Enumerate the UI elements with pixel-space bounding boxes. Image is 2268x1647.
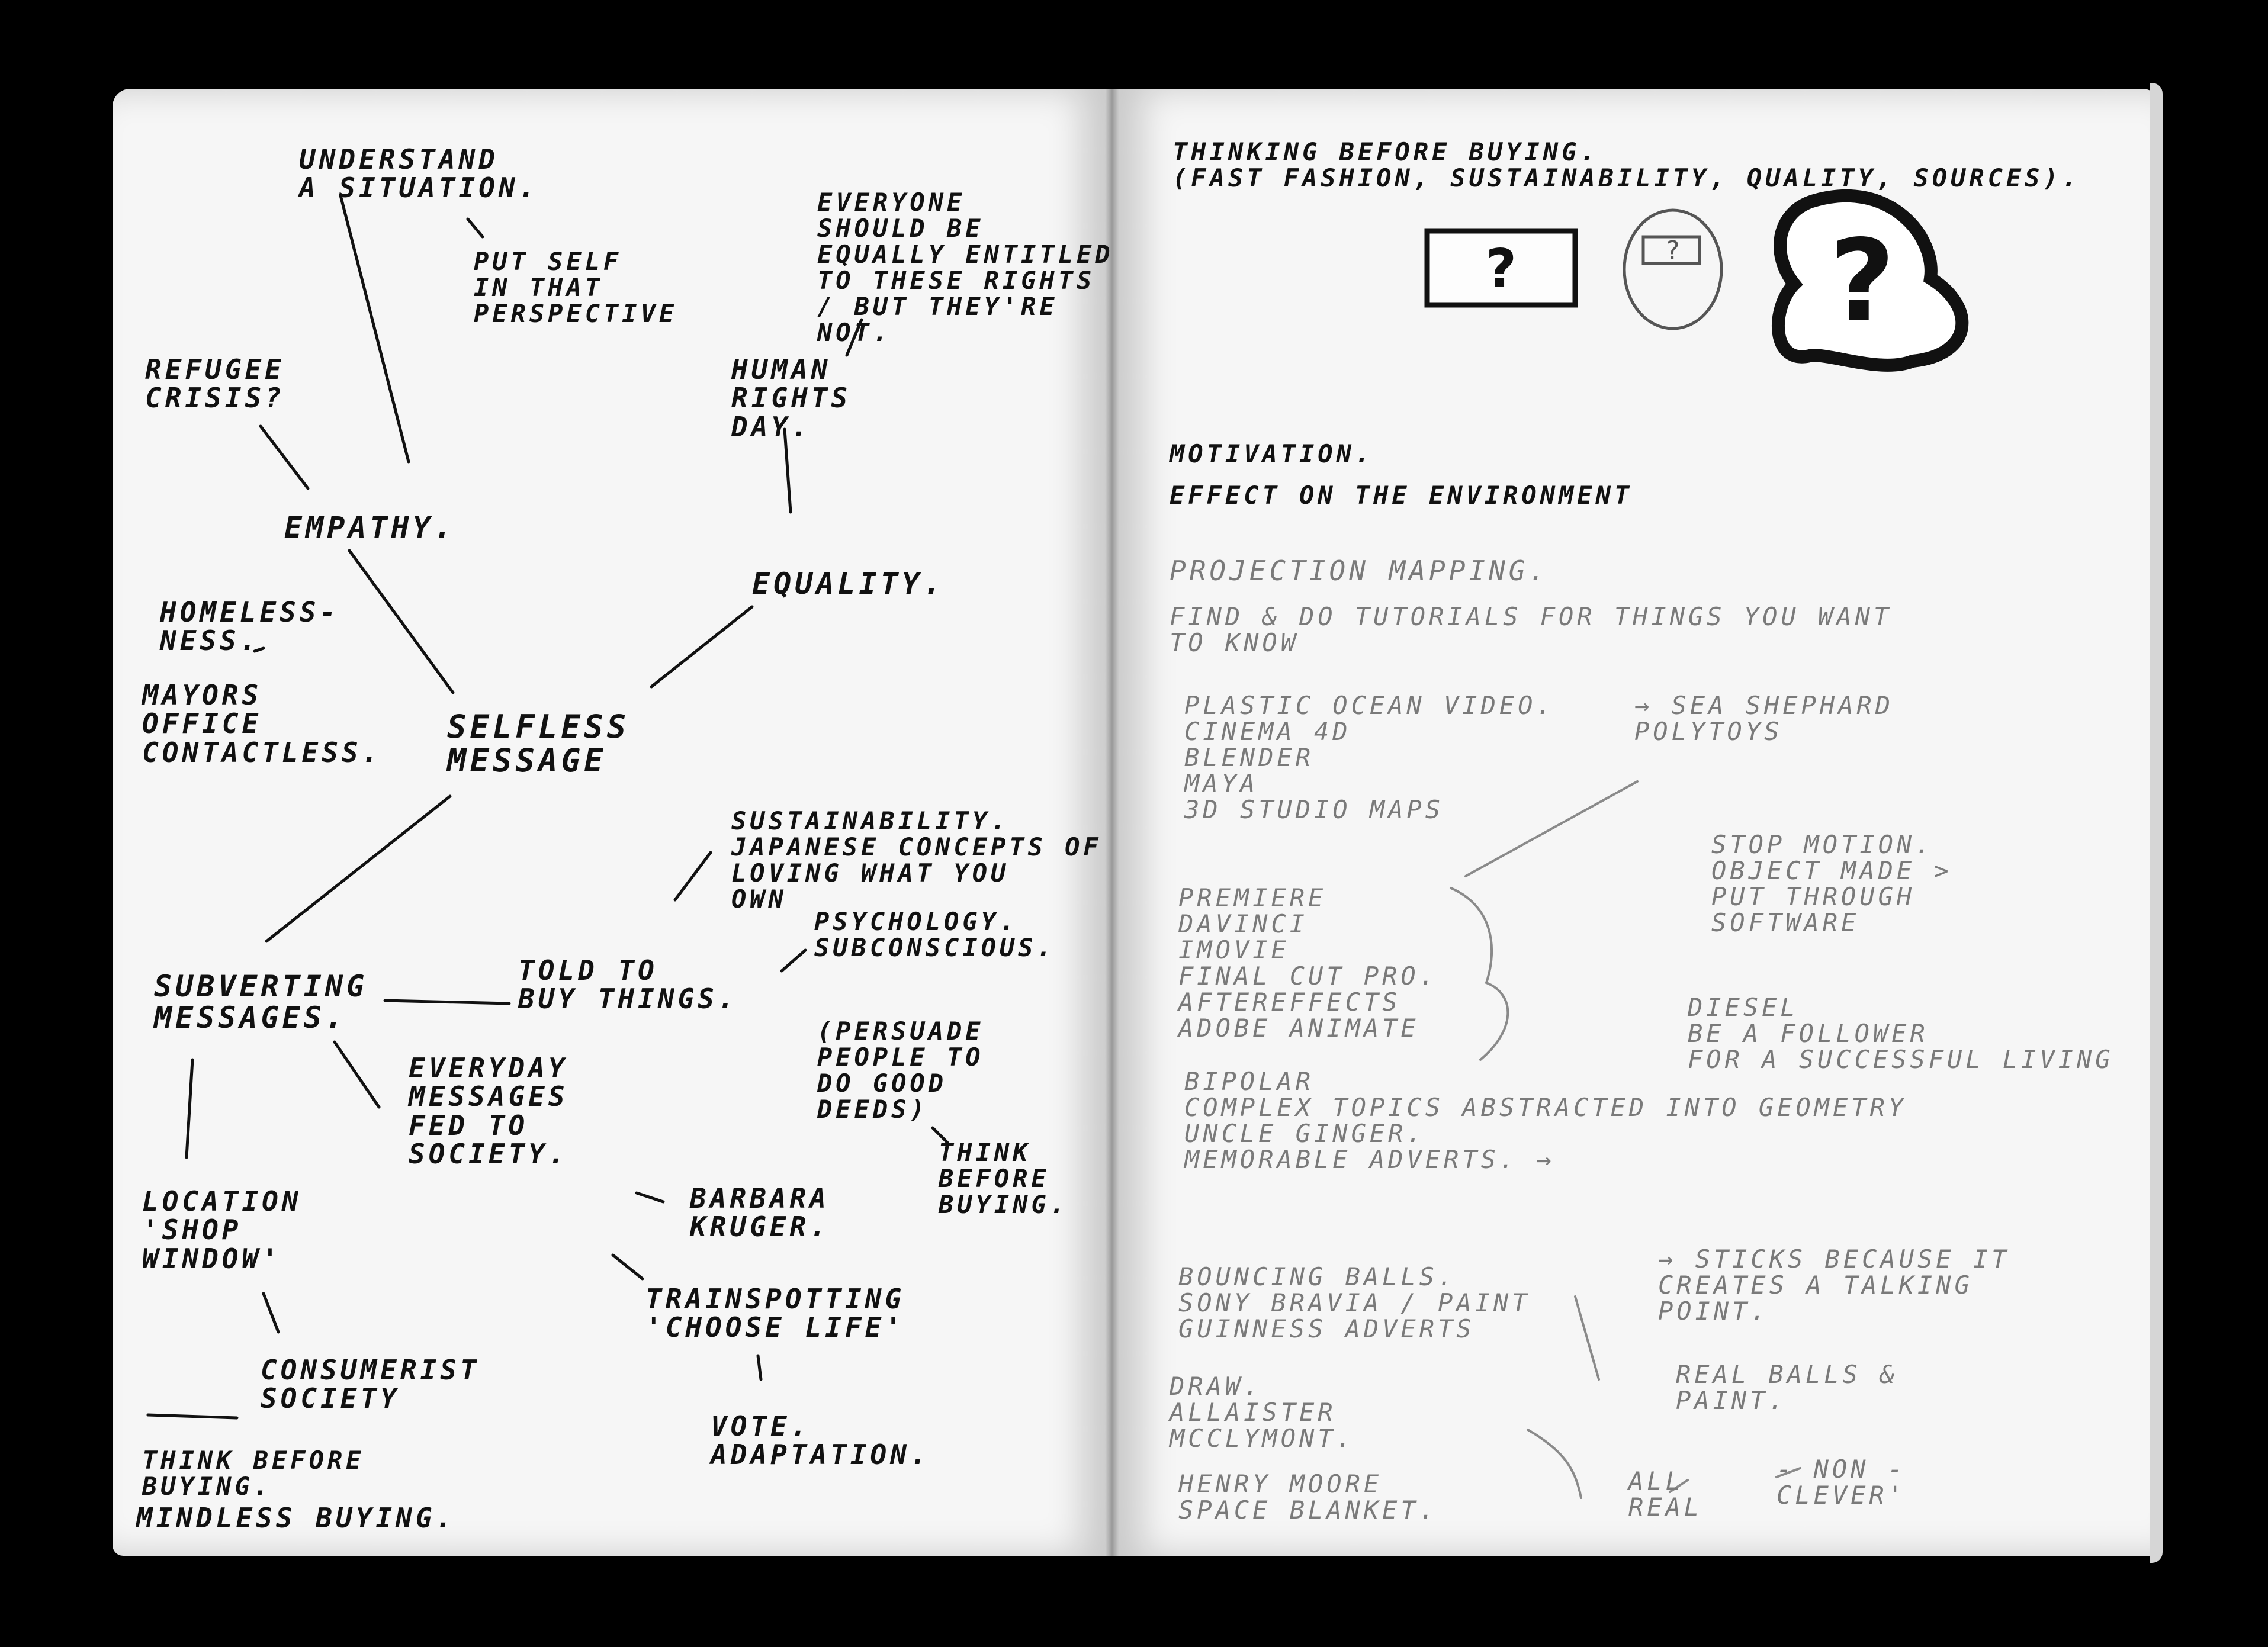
note-put-self: PUT SELF IN THAT PERSPECTIVE xyxy=(474,247,678,329)
head-sketch xyxy=(1624,210,1721,329)
note-homeless: HOMELESS- NESS. xyxy=(160,596,340,657)
note-think-before-bottom: THINK BEFORE BUYING. xyxy=(142,1446,365,1501)
note-selfless: SELFLESS MESSAGE xyxy=(447,708,630,779)
note-refugee: REFUGEE CRISIS? xyxy=(145,353,285,414)
note-non-clever: - NON - CLEVER' xyxy=(1777,1455,1907,1510)
note-bipolar: BIPOLAR COMPLEX TOPICS ABSTRACTED INTO GEOMETRY UNCLE GINGER. MEMORABLE ADVERTS. → xyxy=(1184,1067,1907,1175)
note-mindless: MINDLESS BUYING. xyxy=(136,1502,456,1534)
note-projection: PROJECTION MAPPING. xyxy=(1170,555,1549,587)
note-mayors: MAYORS OFFICE CONTACTLESS. xyxy=(142,679,382,768)
note-software: PLASTIC OCEAN VIDEO. CINEMA 4D BLENDER MAYA 3D STUDIO MAPS xyxy=(1184,691,1555,825)
note-vote: VOTE. ADAPTATION. xyxy=(711,1410,930,1471)
note-understand: UNDERSTAND A SITUATION. xyxy=(299,143,539,204)
note-sticks: → STICKS BECAUSE IT CREATES A TALKING POINT. xyxy=(1658,1244,2010,1326)
note-told-to: TOLD TO BUY THINGS. xyxy=(518,954,738,1015)
svg-text:?: ? xyxy=(1666,236,1680,266)
note-persuade: (PERSUADE PEOPLE TO DO GOOD DEEDS) xyxy=(817,1016,984,1124)
note-real-balls: REAL BALLS & PAINT. xyxy=(1676,1360,1898,1416)
note-all-real: ALL REAL xyxy=(1628,1466,1703,1522)
question-box-sketch xyxy=(1427,231,1575,305)
note-find: FIND & DO TUTORIALS FOR THINGS YOU WANT TO KNOW xyxy=(1170,602,1893,658)
note-consumerist: CONSUMERIST SOCIETY xyxy=(261,1354,480,1415)
note-sustainability: SUSTAINABILITY. JAPANESE CONCEPTS OF LOVING WHAT YOU OWN xyxy=(731,806,1102,914)
svg-text:?: ? xyxy=(1485,238,1517,300)
note-equality: EQUALITY. xyxy=(752,567,945,601)
note-think-before-right: THINK BEFORE BUYING. xyxy=(939,1138,1069,1220)
question-blob-sketch xyxy=(1778,196,1962,365)
note-everyday: EVERYDAY MESSAGES FED TO SOCIETY. xyxy=(409,1052,568,1170)
note-stop-motion: STOP MOTION. OBJECT MADE > PUT THROUGH SOFTWARE xyxy=(1711,830,1952,938)
note-bouncing: BOUNCING BALLS. SONY BRAVIA / PAINT GUINNESS ADVERTS xyxy=(1178,1262,1531,1344)
note-everyone: EVERYONE SHOULD BE EQUALLY ENTITLED TO THESE RIGHTS / BUT THEY'RE NOT. xyxy=(817,188,1114,348)
note-empathy: EMPATHY. xyxy=(284,510,455,545)
note-human-rights: HUMAN RIGHTS DAY. xyxy=(731,353,852,443)
note-psychology: PSYCHOLOGY. SUBCONSCIOUS. xyxy=(814,907,1055,963)
note-trainspotting: TRAINSPOTTING 'CHOOSE LIFE' xyxy=(645,1283,905,1344)
note-draw: DRAW. ALLAISTER MCCLYMONT. xyxy=(1170,1372,1355,1453)
note-subverting: SUBVERTING MESSAGES. xyxy=(154,969,368,1035)
svg-text:?: ? xyxy=(1829,215,1896,346)
note-motivation: MOTIVATION. xyxy=(1170,439,1374,468)
note-effect: EFFECT ON THE ENVIRONMENT xyxy=(1170,481,1633,510)
note-thinking-before-buying: THINKING BEFORE BUYING. (FAST FASHION, SUSTAINABILITY, QUALITY, SOURCES). xyxy=(1172,137,2081,193)
note-barbara: BARBARA KRUGER. xyxy=(690,1182,830,1243)
note-editors: PREMIERE DAVINCI IMOVIE FINAL CUT PRO. AFTEREFFECTS ADOBE ANIMATE xyxy=(1178,883,1438,1043)
note-henry: HENRY MOORE SPACE BLANKET. xyxy=(1178,1469,1438,1525)
note-sea-shepherd: → SEA SHEPHARD POLYTOYS xyxy=(1634,691,1894,747)
note-diesel: DIESEL BE A FOLLOWER FOR A SUCCESSFUL LIVING xyxy=(1688,993,2114,1075)
note-location: LOCATION 'SHOP WINDOW' xyxy=(142,1185,302,1275)
